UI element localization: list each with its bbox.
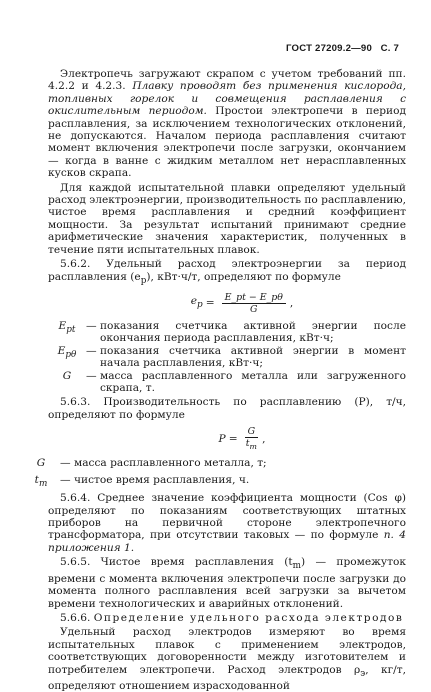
definition-row: $E_{p\theta}$ — показания счетчика активной энергии в момент начала расплавления, кВт·ч; xyxy=(57,344,406,370)
section-5-6-5: 5.6.5. Чистое время расплавления $(t_m)$ — промежуток времени с момента включения электропечи после загрузки до момента полного расплавления всей загрузки за вычетом времени технологических и аварийных отклонений. xyxy=(48,556,407,610)
fraction-denominator: $t_m$ xyxy=(245,438,257,452)
formula-productivity: P = $\frac{G}{t_m}$ , xyxy=(218,426,266,452)
fraction xyxy=(222,292,286,315)
definition-row: G — масса расплавленного металла или загруженного скрапа, т. xyxy=(62,369,406,395)
paragraph-electrode-consumption: Удельный расход электродов измеряют во время испытательных плавок с применением электродов, соответствующих договоренности между изготовителем и потребителем электропечи. Расход электродов $\rho_э$, кг/т, определяют отношением израсходованной xyxy=(48,626,406,692)
italic-emphasis: Плавку проводят без применения кислорода, топливных горелок и совмещения расплавления с окислительным периодом. xyxy=(48,80,406,118)
document-body xyxy=(34,68,407,692)
definitions-5-6-2 xyxy=(48,320,406,394)
doc-reference: ГОСТ 27209.2—90 xyxy=(286,43,372,54)
section-5-6-6-heading: 5.6.6. Определение удельного расхода электродов xyxy=(60,611,404,624)
section-title: Определение удельного расхода электродов xyxy=(93,611,404,624)
definition-row: G — масса расплавленного металла, т; xyxy=(36,457,267,470)
paragraph-test-melts: Для каждой испытательной плавки определяют удельный расход электроэнергии, производительность по расплавлению, чистое время расплавления и средний коэффициент мощности. За результат испытаний принимают средние арифметические значения характеристик, полученных в течение пяти испытательных плавок. xyxy=(48,181,406,256)
page-number: С. 7 xyxy=(380,43,399,54)
fraction-denominator: G xyxy=(249,304,258,316)
section-5-6-2-intro: 5.6.2. Удельный расход электроэнергии за период расплавления $(e_р)$, кВт·ч/т, определяют по формуле xyxy=(48,258,406,286)
definition-row: $E_{pt}$ — показания счетчика активной энергии после окончания периода расплавления, кВт·ч; xyxy=(58,320,406,345)
paragraph-loading: Электропечь загружают скрапом с учетом требований пп. 4.2.2 и 4.2.3. Плавку проводят без применения кислорода, топливных горелок и совмещения расплавления с окислительным периодом. Простои электропечи в период расплавления, за исключением технологических отклонений, не допускаются. Началом периода расплавления считают момент включения электропечи после загрузки, окончанием — когда в ванне с жидким металлом нет нерасплавленных кусков скрапа. xyxy=(48,68,406,180)
definition-row: $t_m$ — чистое время расплавления, ч. xyxy=(34,473,250,489)
fraction-numerator: E_pt − E_pθ xyxy=(222,292,286,304)
formula-energy-consumption: $e_p$ = $\frac{E\_pt - E\_p\theta}{G}$ , xyxy=(190,292,294,316)
italic-reference: п. 4 приложения 1. xyxy=(48,529,406,554)
fraction-numerator: G xyxy=(245,426,259,438)
page-header xyxy=(286,43,399,55)
fraction xyxy=(245,426,259,452)
section-5-6-4: 5.6.4. Среднее значение коэффициента мощности (Cos φ) определяют по показаниям соответствующих штатных приборов на первичной стороне электропечного трансформатора, при отсутствии таковых — по формуле п. 4 приложения 1. xyxy=(48,492,406,554)
section-5-6-3-intro: 5.6.3. Производительность по расплавлению (P), т/ч, определяют по формуле xyxy=(48,396,406,421)
definitions-5-6-3 xyxy=(34,457,406,490)
